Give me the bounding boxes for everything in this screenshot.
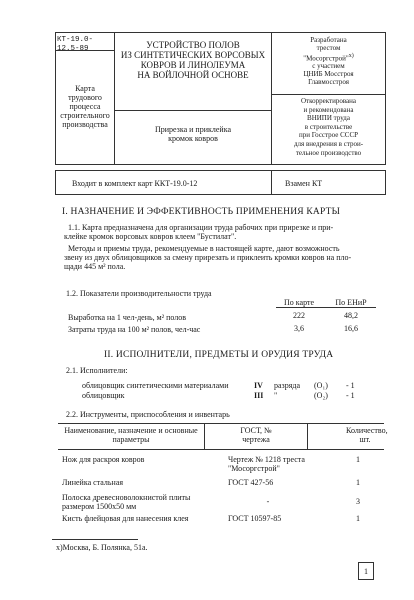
card-type-label: Карта трудового процесса строительного производства — [60, 84, 110, 129]
productivity-row-enir: 48,2 — [344, 311, 358, 320]
table-row — [58, 455, 384, 477]
section1-paragraph1: 1.1. Карта предназначена для организации труда рабочих при прирезке и при- клейке кромок ворсовых ковров клеем "Бустилат". — [64, 223, 334, 241]
worker-grade-word: " — [274, 391, 278, 400]
tool-qty: 1 — [356, 514, 360, 523]
replaces-info: Взамен КТ — [285, 179, 323, 188]
table-row — [58, 514, 384, 526]
footnote: x)Москва, Б. Полянка, 51а. — [56, 543, 148, 552]
main-title: УСТРОЙСТВО ПОЛОВ ИЗ СИНТЕТИЧЕСКИХ ВОРСОВЫХ КОВРОВ И ЛИНОЛЕУМА НА ВОЙЛОЧНОЙ ОСНОВЕ — [120, 40, 266, 80]
worker-row — [82, 391, 382, 401]
section1-title: I. НАЗНАЧЕНИЕ И ЭФФЕКТИВНОСТЬ ПРИМЕНЕНИЯ КАРТЫ — [62, 207, 341, 217]
tool-qty: 1 — [356, 455, 360, 464]
productivity-row-card: 222 — [293, 311, 305, 320]
tool-name: Линейка стальная — [62, 478, 124, 487]
worker-grade: IV — [254, 381, 263, 390]
section1-paragraph2: Методы и приемы труда, рекомендуемые в настоящей карте, дают возможность звену из двух облицовщиков за смену прирезать и приклеить кромки ковров на пло- щади 445 м² пола. — [64, 244, 352, 271]
productivity-row-label: Затраты труда на 100 м² полов, чел-час — [68, 325, 201, 334]
tool-qty: 3 — [356, 497, 360, 506]
tool-name: Полоска древесноволокнистой плиты размером 1500x50 мм — [62, 493, 191, 511]
tool-qty: 1 — [356, 478, 360, 487]
tool-name: Кисть флейцовая для нанесения клея — [62, 514, 189, 523]
developed-by: Разработана трестом "Мосоргстрой"$^{x)}$ с участием ЦНИБ Мосстроя Главмосстроя — [303, 36, 354, 87]
section2-title: II. ИСПОЛНИТЕЛИ, ПРЕДМЕТЫ И ОРУДИЯ ТРУДА — [104, 350, 334, 360]
productivity-row-label: Выработка на 1 чел-день, м² полов — [68, 313, 187, 322]
tools-col-name: Наименование, назначение и основные параметры — [64, 426, 198, 444]
tool-gost: ГОСТ 10597-85 — [228, 514, 282, 523]
worker-code: (O₂) — [314, 391, 328, 400]
worker-code: (O₁) — [314, 381, 328, 390]
corrected-by: Откорректирована и рекомендована ВНИПИ труда в строительстве при Госстрое СССР для внедрения в строи- тельное производство — [293, 97, 364, 157]
tool-name: Нож для раскроя ковров — [62, 455, 145, 464]
card-code: КТ-19.0-12.5-89 — [57, 36, 94, 53]
tools-col-qty: Количество, шт. — [346, 426, 388, 444]
column-by-enir: По ЕНиР — [335, 298, 367, 307]
tool-gost: - — [266, 497, 270, 506]
tools-heading: 2.2. Инструменты, приспособления и инвентарь — [66, 410, 230, 419]
page-number: 1 — [364, 567, 368, 576]
worker-grade: III — [254, 391, 264, 400]
productivity-row-enir: 16,6 — [344, 324, 358, 333]
developed-footnote-mark: x) — [348, 53, 354, 59]
table-row — [58, 493, 384, 513]
set-info: Входит в комплект карт ККТ-19.0-12 — [72, 179, 198, 188]
productivity-heading: 1.2. Показатели производительности труда — [66, 289, 212, 298]
tools-col-gost: ГОСТ, № чертежа — [240, 426, 272, 444]
worker-row — [82, 381, 382, 391]
worker-name: облицовщик синтетическими материалами — [82, 381, 229, 390]
column-by-card: По карте — [283, 298, 315, 307]
tool-gost: ГОСТ 427-56 — [228, 478, 274, 487]
sub-title: Прирезка и приклейка кромок ковров — [154, 125, 232, 143]
productivity-row-card: 3,6 — [294, 324, 304, 333]
worker-name: облицовщик — [82, 391, 125, 400]
workers-heading: 2.1. Исполнители: — [66, 366, 128, 375]
table-row — [58, 478, 384, 490]
worker-grade-word: разряда — [274, 381, 301, 390]
tool-gost: Чертеж № 1218 треста "Мосоргстрой" — [228, 455, 305, 473]
worker-count: - 1 — [346, 391, 355, 400]
worker-count: - 1 — [346, 381, 355, 390]
